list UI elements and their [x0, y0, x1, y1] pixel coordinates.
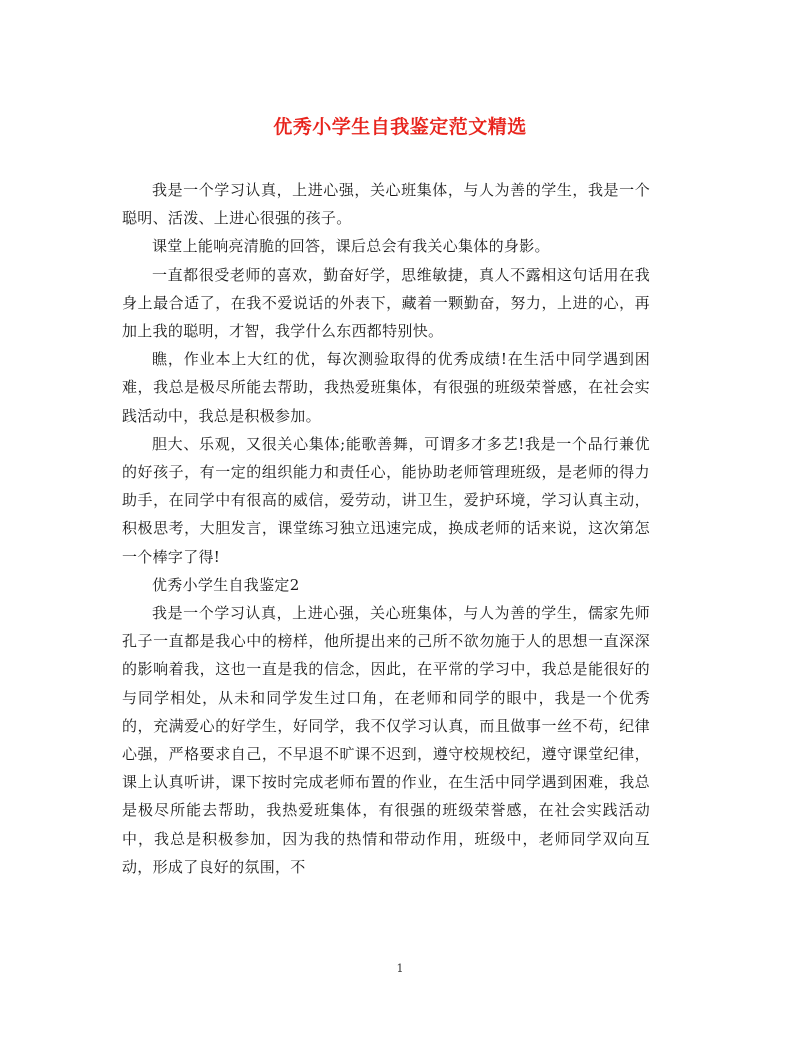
- page-number: 1: [396, 962, 404, 975]
- paragraph: 胆大、乐观，又很关心集体;能歌善舞，可谓多才多艺!我是一个品行兼优的好孩子，有一定的组织能力和责任心，能协助老师管理班级，是老师的得力助手，在同学中有很高的威信，爱劳动，讲卫生，爱护环境，学习认真主动，积极思考，大胆发言，课堂练习独立迅速完成，换成老师的话来说，这次第怎一个棒字了得!: [122, 434, 650, 566]
- document-title: 优秀小学生自我鉴定范文精选: [273, 116, 527, 138]
- paragraph: 瞧，作业本上大红的优，每次测验取得的优秀成绩!在生活中同学遇到困难，我总是极尽所能去帮助，我热爱班集体，有很强的班级荣誉感，在社会实践活动中，我总是积极参加。: [122, 350, 650, 425]
- paragraph: 课堂上能响亮清脆的回答，课后总会有我关心集体的身影。: [152, 237, 550, 256]
- paragraph: 我是一个学习认真，上进心强，关心班集体，与人为善的学生，儒家先师孔子一直都是我心中的榜样，他所提出来的己所不欲勿施于人的思想一直深深的影响着我，这也一直是我的信念，因此，在平常的学习中，我总是能很好的与同学相处，从未和同学发生过口角，在老师和同学的眼中，我是一个优秀的，充满爱心的好学生，好同学，我不仅学习认真，而且做事一丝不苟，纪律心强，严格要求自己，不早退不旷课不迟到，遵守校规校纪，遵守课堂纪律，课上认真听讲，课下按时完成老师布置的作业，在生活中同学遇到困难，我总是极尽所能去帮助，我热爱班集体，有很强的班级荣誉感，在社会实践活动中，我总是积极参加，因为我的热情和带动作用，班级中，老师同学双向互动，形成了良好的氛围，不: [122, 604, 650, 876]
- document-body: [122, 176, 650, 881]
- paragraph: 我是一个学习认真，上进心强，关心班集体，与人为善的学生，我是一个聪明、活泼、上进心很强的孩子。: [122, 181, 650, 228]
- section-heading: 优秀小学生自我鉴定2: [152, 575, 300, 594]
- paragraph: 一直都很受老师的喜欢，勤奋好学，思维敏捷，真人不露相这句话用在我身上最合适了，在我不爱说话的外表下，藏着一颗勤奋，努力，上进的心，再加上我的聪明，才智，我学什么东西都特别快。: [122, 265, 650, 341]
